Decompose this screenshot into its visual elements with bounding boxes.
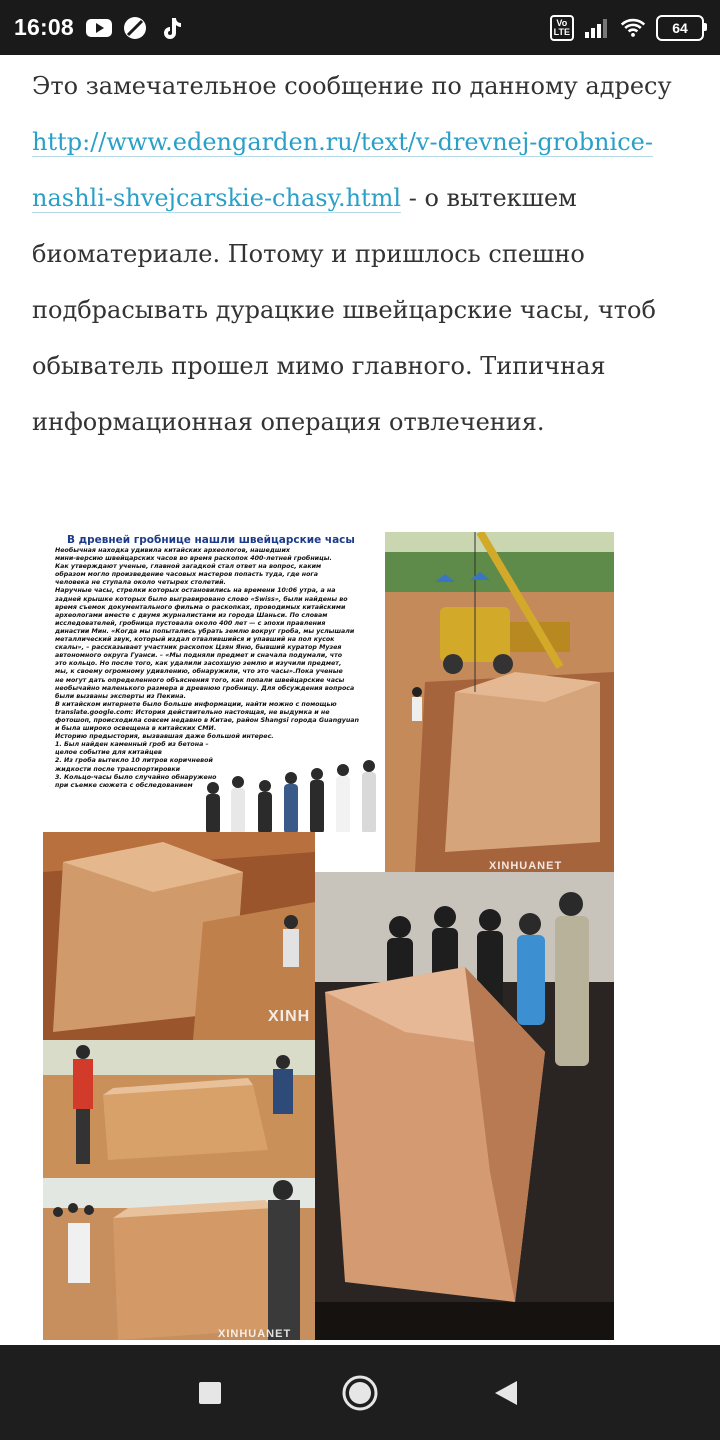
back-triangle-icon <box>493 1379 519 1407</box>
tiktok-icon <box>158 15 184 41</box>
home-circle-icon <box>341 1374 379 1412</box>
battery-icon <box>656 15 704 41</box>
home-button[interactable] <box>337 1370 383 1416</box>
notification-icons <box>86 15 184 41</box>
collage-body-line: 3. Кольцо-часы было случайно обнаружено <box>55 773 217 781</box>
collage-body-line: Наручные часы, стрелки которых остановились на времени 10:06 утра, а на <box>55 587 336 595</box>
collage-body-line: автономного округа Гуанси. – «Мы подняли предмет и сначала подумали, что <box>55 652 343 660</box>
signal-icon <box>584 15 610 41</box>
collage-body-line: династии Мин. «Когда мы попытались убрать землю вокруг гроба, мы услышали <box>55 627 355 635</box>
collage-body-line: Историю предыстория, вызвавшая даже большой интерес. <box>55 733 274 741</box>
collage-body-line: мини-версию швейцарских часов во время раскопок 400-летней гробницы. <box>55 555 332 563</box>
collage-body-line: мы, к своему огромному удивлению, обнаружили, что это часы».Пока ученые <box>55 668 343 676</box>
collage-body-line: translate.google.com: История действительно настоящая, не выдумка и не <box>55 708 330 716</box>
battery-level: 64 <box>672 19 688 36</box>
collage-body-line: и была широко освещена в китайских СМИ. <box>55 725 217 733</box>
collage-body-line: образом могло произведение часовых мастеров попасть туда, где нога <box>55 571 318 579</box>
collage-body-line: В китайском интернете было больше информации, найти можно с помощью <box>55 700 337 708</box>
collage-body-line: 2. Из гроба вытекло 10 литров коричневой <box>55 757 213 765</box>
watermark-1: XINHUANET <box>489 860 563 872</box>
collage-body-line: скалы», – рассказывает участник раскопок Цзян Яню, бывший куратор Музея <box>55 644 342 652</box>
watermark-2: XINH <box>268 1008 311 1025</box>
collage-body-line: необычайно маленького размера в древнюю гробницу. Для обсуждения вопроса <box>55 684 355 692</box>
collage-body-line: фотошоп, происходила совсем недавно в Китае, район Shangsi города Guangyuan <box>55 716 360 724</box>
stone-photo-measure <box>43 1040 315 1178</box>
recents-square-icon <box>198 1381 222 1405</box>
no-sim-icon <box>122 15 148 41</box>
collage-body-line: исследователей, гробница пустовала около 400 лет — с эпохи правления <box>55 619 326 627</box>
youtube-icon <box>86 15 112 41</box>
collage-body-line: не могут дать определенного объяснения того, как попали швейцарские часы <box>55 676 345 684</box>
collage-body-line: задней крышке которых было выгравировано слово «Swiss», были найдены во <box>55 595 348 603</box>
measure-scene <box>43 1040 315 1178</box>
article-link[interactable]: http://www.edengarden.ru/text/v-drevnej-grobnice-nashli-shvejcarskie-chasy.html <box>32 128 653 212</box>
collage-body-line: металлический звук, который издал отвалившийся и упавший на пол кусок <box>55 636 335 644</box>
collage-body-line: Необычная находка удивила китайских археологов, нашедших <box>55 547 290 554</box>
collage-body-line: жидкости после транспортировки <box>55 765 181 773</box>
stone-photo-crowd-small <box>43 1178 315 1340</box>
back-button[interactable] <box>483 1370 529 1416</box>
crowd-small-scene <box>43 1178 315 1340</box>
wifi-icon <box>620 15 646 41</box>
collage-body-line: время съемок документального фильма о раскопках, проводимых китайскими <box>55 603 346 611</box>
watermark-3: XINHUANET <box>218 1328 292 1340</box>
collage-title: В древней гробнице нашли швейцарские часы <box>67 534 355 546</box>
volte-line1: Vo <box>556 17 568 28</box>
system-icons <box>550 0 704 55</box>
excavation-photo <box>385 532 614 872</box>
navigation-bar <box>0 1345 720 1440</box>
collage-body-line: это кольцо. Но после того, как удалили засохшую землю и изучили предмет, <box>55 660 342 668</box>
collage-body-line: целое событие для китайцев <box>55 749 162 757</box>
crowd-illustration <box>193 760 385 832</box>
article-text-after-link: - о вытекшем биоматериале. Потому и пришлось спешно подбрасывать дурацкие швейцарские часы, чтоб обыватель прошел мимо главного. Типичная информационная операция отвлечения. <box>32 184 656 436</box>
collage-body-line: при съемке сюжета с обследованием <box>55 781 193 789</box>
collage-body-line: человека не ступала около четырех столетий. <box>55 579 226 587</box>
collage-body <box>55 547 383 790</box>
status-time: 16:08 <box>14 14 74 40</box>
stone-photo-crowd <box>315 872 614 1340</box>
collage-body-line: археологами вместе с двумя журналистами из города Шаньси. По словам <box>55 611 328 619</box>
article-text <box>32 58 692 450</box>
stone-photo-left <box>43 832 315 1040</box>
status-bar <box>0 0 720 55</box>
collage-body-line: были вызваны эксперты из Пекина. <box>55 692 187 700</box>
recents-button[interactable] <box>187 1370 233 1416</box>
article-collage-image[interactable] <box>43 532 614 1340</box>
excavation-scene <box>385 532 614 872</box>
collage-body-line: 1. Был найден каменный гроб из бетона – <box>55 741 209 749</box>
volte-badge <box>550 15 574 41</box>
article-text-before-link: Это замечательное сообщение по данному адресу <box>32 72 672 100</box>
crowd-stone-scene <box>315 872 614 1340</box>
collage-body-line: Как утверждают ученые, главной загадкой стал ответ на вопрос, каким <box>55 563 322 571</box>
collage-text-panel <box>43 532 385 832</box>
volte-line2: LTE <box>553 26 570 37</box>
